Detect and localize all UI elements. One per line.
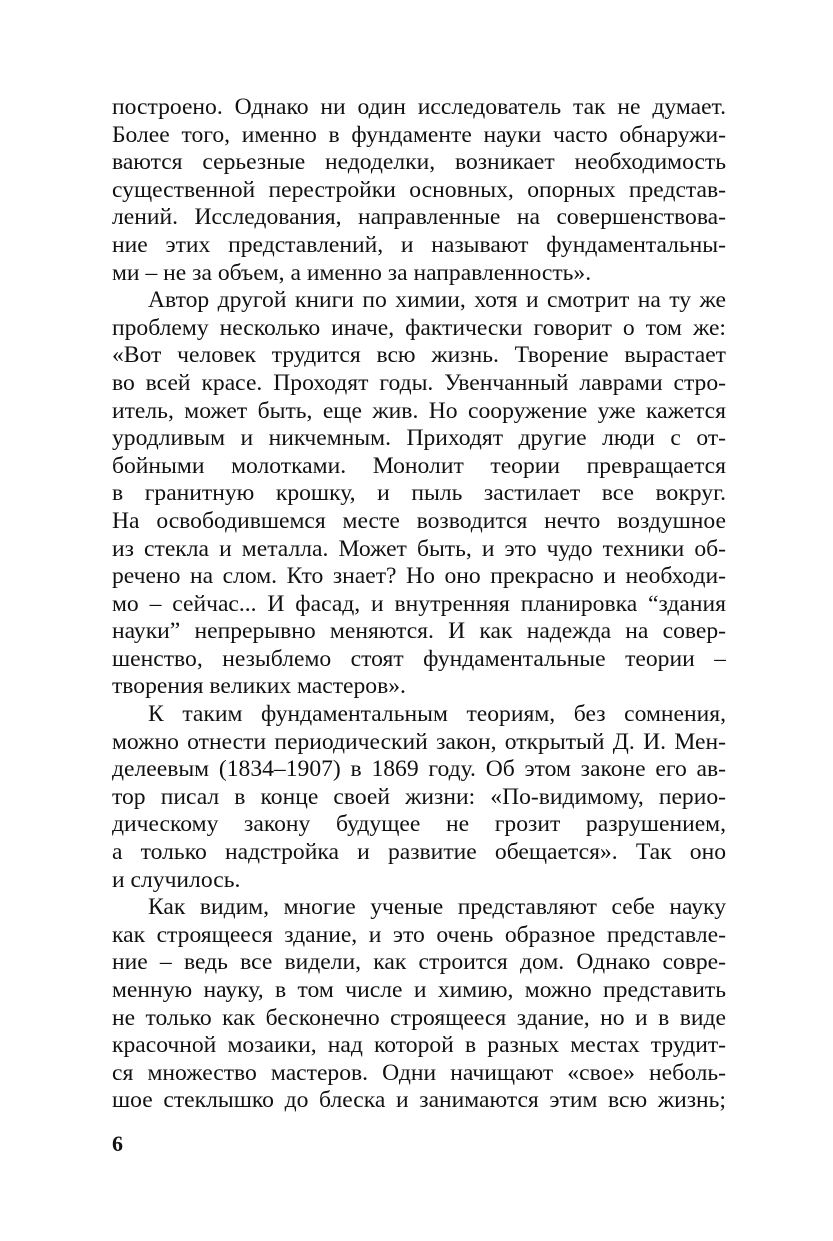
text-line: науки” непрерывно меняются. И как надежда на совер- bbox=[112, 618, 726, 645]
text-line: как строящееся здание, и это очень образное представле- bbox=[112, 921, 726, 948]
text-line: менную науку, в том числе и химию, можно представить bbox=[112, 977, 726, 1003]
text-line: «Вот человек трудится всю жизнь. Творение вырастает bbox=[112, 342, 726, 369]
text-line: ваются серьезные недоделки, возникает необходимость bbox=[112, 149, 726, 176]
text-line: существенной перестройки основных, опорных представ- bbox=[112, 176, 726, 203]
text-line: ние этих представлений, и называют фундаментальны- bbox=[112, 231, 726, 258]
text-line: Автор другой книги по химии, хотя и смотрит на ту же bbox=[148, 287, 726, 314]
text-line: уродливым и никчемным. Приходят другие люди с от- bbox=[112, 425, 726, 452]
body-text bbox=[112, 94, 726, 1115]
text-line: дическому закону будущее не грозит разрушением, bbox=[112, 811, 726, 838]
text-line: шое стеклышко до блеска и занимаются этим всю жизнь; bbox=[112, 1087, 726, 1114]
text-line: ся множество мастеров. Одни начищают «свое» неболь- bbox=[112, 1059, 726, 1086]
text-line: во всей красе. Проходят годы. Увенчанный лаврами стро- bbox=[112, 369, 726, 396]
text-line: красочной мозаики, над которой в разных местах трудит- bbox=[112, 1032, 726, 1059]
text-line: К таким фундаментальным теориям, без сомнения, bbox=[148, 701, 726, 728]
text-line: творения великих мастеров». bbox=[112, 673, 406, 700]
text-line: Более того, именно в фундаменте науки часто обнаружи- bbox=[112, 121, 726, 148]
text-line: итель, может быть, еще жив. Но сооружение уже кажется bbox=[112, 397, 726, 424]
text-line: Как видим, многие ученые представляют себе науку bbox=[148, 894, 726, 921]
text-line: а только надстройка и развитие обещается». Так оно bbox=[112, 839, 726, 866]
text-line: и случилось. bbox=[112, 866, 241, 893]
page-number: 6 bbox=[112, 1131, 123, 1156]
text-line: можно отнести периодический закон, открытый Д. И. Мен- bbox=[112, 728, 726, 755]
text-line: бойными молотками. Монолит теории превращается bbox=[112, 452, 726, 479]
text-line: ми – не за объем, а именно за направленность». bbox=[112, 259, 592, 286]
text-line: шенство, незыблемо стоят фундаментальные теории – bbox=[112, 645, 726, 672]
text-line: проблему несколько иначе, фактически говорит о том же: bbox=[112, 314, 726, 341]
text-line: мо – сейчас... И фасад, и внутренняя планировка “здания bbox=[112, 590, 726, 617]
text-line: лений. Исследования, направленные на совершенствова- bbox=[112, 204, 726, 231]
text-line: в гранитную крошку, и пыль застилает все вокруг. bbox=[112, 480, 726, 507]
text-line: из стекла и металла. Может быть, и это чудо техники об- bbox=[112, 535, 726, 562]
text-line: построено. Однако ни один исследователь так не думает. bbox=[112, 94, 726, 120]
text-line: тор писал в конце своей жизни: «По-видимому, перио- bbox=[112, 783, 726, 810]
text-line: ние – ведь все видели, как строится дом. Однако совре- bbox=[112, 949, 726, 976]
text-line: речено на слом. Кто знает? Но оно прекрасно и необходи- bbox=[112, 563, 726, 590]
text-line: делеевым (1834–1907) в 1869 году. Об этом законе его ав- bbox=[112, 756, 726, 783]
text-line: На освободившемся месте возводится нечто воздушное bbox=[112, 507, 726, 534]
text-line: не только как бесконечно строящееся здание, но и в виде bbox=[112, 1004, 726, 1031]
